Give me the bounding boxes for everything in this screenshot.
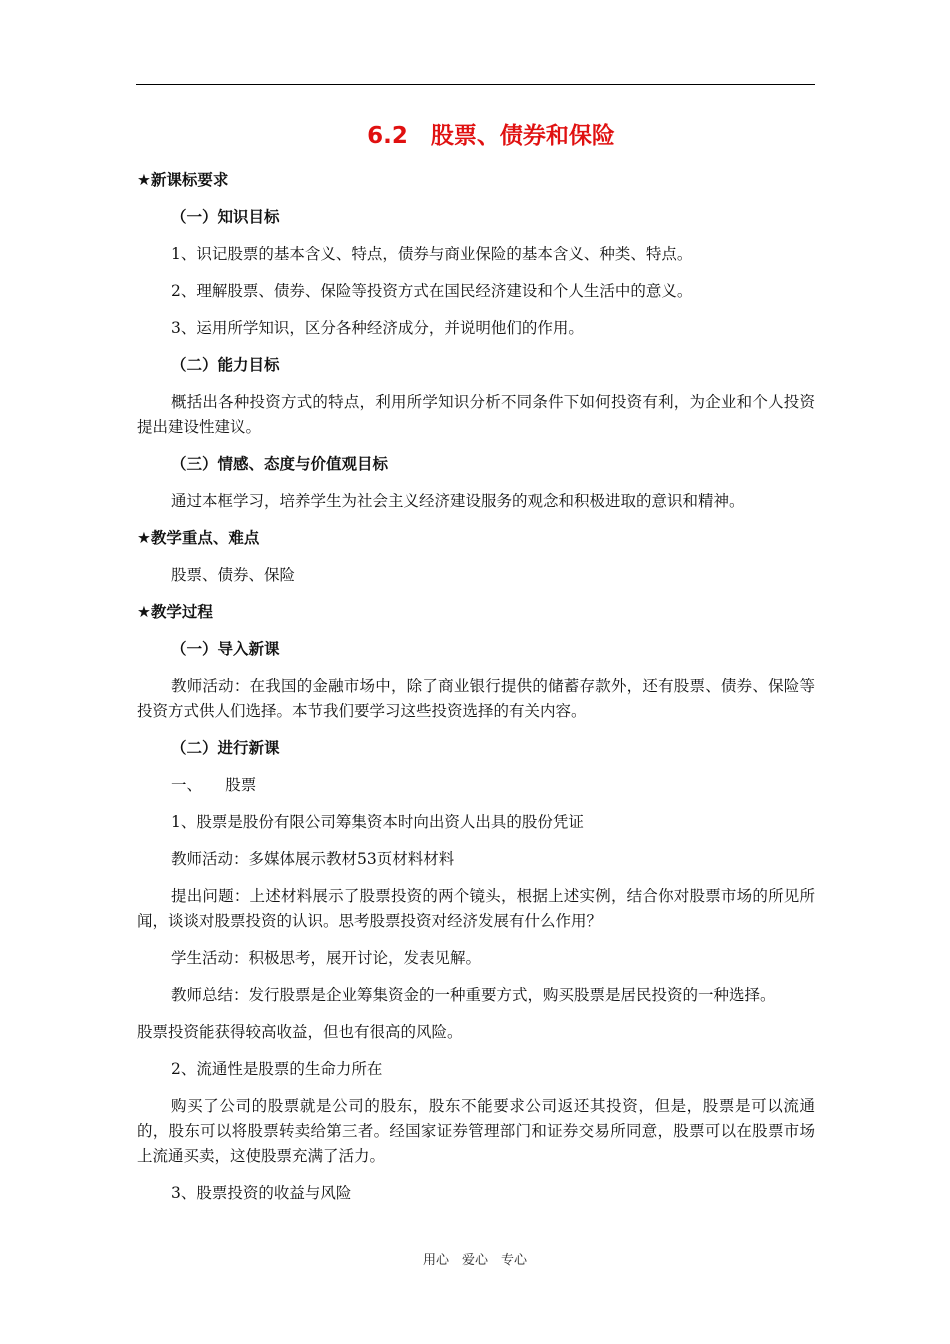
paragraph: 股票、债券、保险 — [171, 566, 296, 584]
paragraph: 2、流通性是股票的生命力所在 — [171, 1060, 383, 1078]
page-footer: 用心 爱心 专心 — [422, 1253, 527, 1268]
paragraph: 3、运用所学知识，区分各种经济成分，并说明他们的作用。 — [171, 319, 584, 337]
page-title: 6.2 股票、债券和保险 — [367, 123, 615, 149]
subsection-heading: （一）导入新课 — [171, 640, 280, 658]
paragraph: 1、识记股票的基本含义、特点，债券与商业保险的基本含义、种类、特点。 — [171, 245, 693, 263]
paragraph: 购买了公司的股票就是公司的股东，股东不能要求公司返还其投资，但是，股票是可以流通的，股东可以将股票转卖给第三者。经国家证券管理部门和证券交易所同意，股票可以在股票市场上流通买卖，这使股票充满了活力。 — [137, 1097, 815, 1165]
paragraph: 1、股票是股份有限公司筹集资本时向出资人出具的股份凭证 — [171, 813, 584, 831]
header-rule — [136, 84, 815, 85]
paragraph: 教师活动：多媒体展示教材53页材料材料 — [171, 850, 455, 868]
section-heading: ★新课标要求 — [137, 171, 229, 189]
section-heading: ★教学重点、难点 — [137, 529, 260, 547]
document-body — [137, 118, 815, 1218]
paragraph: 通过本框学习，培养学生为社会主义经济建设服务的观念和积极进取的意识和精神。 — [171, 492, 745, 510]
paragraph: 2、理解股票、债券、保险等投资方式在国民经济建设和个人生活中的意义。 — [171, 282, 693, 300]
paragraph: 提出问题：上述材料展示了股票投资的两个镜头，根据上述实例，结合你对股票市场的所见所闻，谈谈对股票投资的认识。思考股票投资对经济发展有什么作用？ — [137, 887, 815, 930]
paragraph: 股票投资能获得较高收益，但也有很高的风险。 — [137, 1023, 463, 1041]
subsection-heading: （一）知识目标 — [171, 208, 280, 226]
subsection-heading: （二）能力目标 — [171, 356, 280, 374]
section-heading: ★教学过程 — [137, 603, 213, 621]
paragraph: 3、股票投资的收益与风险 — [171, 1184, 352, 1202]
paragraph: 学生活动：积极思考，展开讨论，发表见解。 — [171, 949, 482, 967]
paragraph: 概括出各种投资方式的特点，利用所学知识分析不同条件下如何投资有利，为企业和个人投资提出建设性建议。 — [137, 393, 815, 436]
paragraph: 一、 股票 — [171, 776, 257, 794]
subsection-heading: （三）情感、态度与价值观目标 — [171, 455, 389, 473]
subsection-heading: （二）进行新课 — [171, 739, 280, 757]
paragraph: 教师总结：发行股票是企业筹集资金的一种重要方式，购买股票是居民投资的一种选择。 — [171, 986, 776, 1004]
paragraph: 教师活动：在我国的金融市场中，除了商业银行提供的储蓄存款外，还有股票、债券、保险等投资方式供人们选择。本节我们要学习这些投资选择的有关内容。 — [137, 677, 815, 720]
